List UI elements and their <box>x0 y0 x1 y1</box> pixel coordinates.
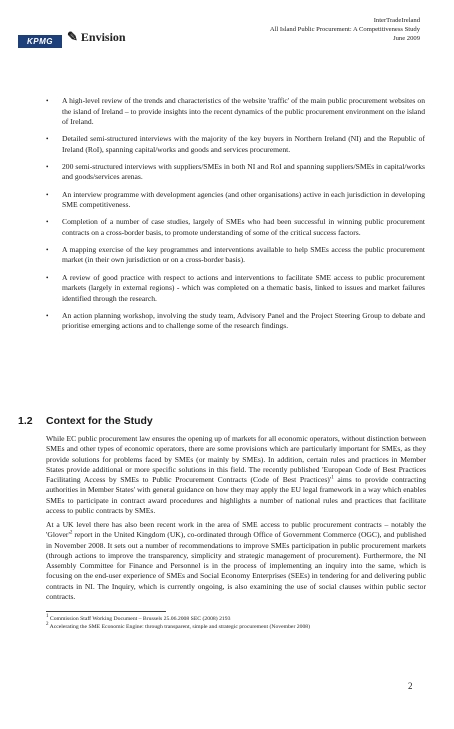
bullet-icon: • <box>46 190 49 199</box>
envision-logo-text: Envision <box>80 29 126 44</box>
header-report-title: All Island Public Procurement: A Competitiveness Study <box>269 26 420 33</box>
list-item: • An action planning workshop, involving the study team, Advisory Panel and the Project Steering Group to debate and prioritise emerging actions and to challenge some of the research findings. <box>46 310 425 331</box>
header-org: InterTradeIreland <box>373 17 420 24</box>
methodology-bullet-list <box>46 96 425 339</box>
envision-logo-icon: ✎ <box>67 29 78 44</box>
list-item: • 200 semi-structured interviews with suppliers/SMEs in both NI and RoI and spanning suppliers/SMEs in capital/works and goods/services arenas. <box>46 161 425 182</box>
bullet-icon: • <box>46 218 49 227</box>
bullet-icon: • <box>46 97 49 105</box>
context-paragraph-2: At a UK level there has also been recent work in the area of SME access to public procurement contracts – notably the '$Glover'^2$ report in the United Kingdom (UK), co-ordinated through Office of Government Commerce (OGC), and published in November 2008. It sets out a number of recommendations to improve SMEs participation in public procurement markets (through actions to improve the transparency, simplicity and strategic management of procurement). Furthermore, the NI Assembly Committee for Finance and Personnel is in the process of implementing an inquiry into the same, which is focusing on the end-user experience of SMEs and Social Economy Enterprises (SEEs) in tendering for and delivering public contracts in NI. The Inquiry, which is currently ongoing, is also examining the use of social clauses within public sector contracts. <box>46 520 426 602</box>
page-number: 2 <box>408 681 413 691</box>
footnote-divider <box>46 611 166 612</box>
list-item: • Detailed semi-structured interviews with the majority of the key buyers in Northern Ireland (NI) and the Republic of Ireland (RoI), spanning capital/works and goods and services procurement. <box>46 134 425 154</box>
list-item: • A high-level review of the trends and characteristics of the website 'traffic' of the main public procurement websites on the island of Ireland – to provide insights into the recent dynamics of the public procurement environment on the island of Ireland. <box>46 96 425 126</box>
section-number: 1.2 <box>18 415 33 427</box>
kpmg-logo: KPMG <box>18 35 62 48</box>
list-item: • Completion of a number of case studies, largely of SMEs who had been successful in winning public procurement contracts on a cross-border basis, to promote understanding of some of the critical success factors. <box>46 217 425 237</box>
context-paragraph-1: While EC public procurement law ensures the opening up of markets for all economic operators, without distinction between SMEs and other types of economic operators, there are some provisions which are particularly important for SMEs, as they provide solutions for problems faced by SMEs (or mainly by SMEs). In addition, certain rules and practices in Member States provide additional or more specific solutions in this field. The recently published 'European Code of Best Practices Facilitating Access by SMEs to Public Procurement Contracts (Code of Best $Practices)'^1$ aims to provide contracting authorities in Member States' with general guidance on how they may apply the EU legal framework in a way which enables SMEs to participate in contract award procedures and highlights a number of national rules and practices that facilitate access to public contracts by SMEs. <box>46 434 427 516</box>
bullet-icon: • <box>46 245 49 254</box>
envision-logo <box>67 29 126 45</box>
footnotes <box>46 615 436 631</box>
bullet-icon: • <box>46 273 49 282</box>
list-item: • A mapping exercise of the key programmes and interventions available to help SMEs access the public procurement market (in their own jurisdiction or on a cross-border basis). <box>46 244 425 265</box>
running-header <box>270 16 420 43</box>
footnote-ref-1[interactable]: 1 <box>331 475 334 481</box>
list-item: • A review of good practice with respect to actions and interventions to facilitate SME access to public procurement markets (largely in external regions) - which was completed on a thematic basis, linked to issues and market failures identified through the research. <box>46 272 425 303</box>
header-date: June 2009 <box>393 35 420 42</box>
bullet-icon: • <box>46 311 49 320</box>
footnote: $^2$ Accelerating the SME Economic Engine: through transparent, simple and strategic procurement (November 2008) <box>46 622 311 630</box>
footnote-ref-2[interactable]: 2 <box>69 530 73 536</box>
section-title: Context for the Study <box>46 415 153 427</box>
footnote: $^1$ Commission Staff Working Document – Brussels 25.06.2008 SEC (2008) 2193 <box>46 614 231 622</box>
bullet-icon: • <box>46 135 49 144</box>
bullet-icon: • <box>46 162 49 171</box>
list-item: • An interview programme with development agencies (and other organisations) active in each jurisdiction in developing SME competitiveness. <box>46 189 425 210</box>
